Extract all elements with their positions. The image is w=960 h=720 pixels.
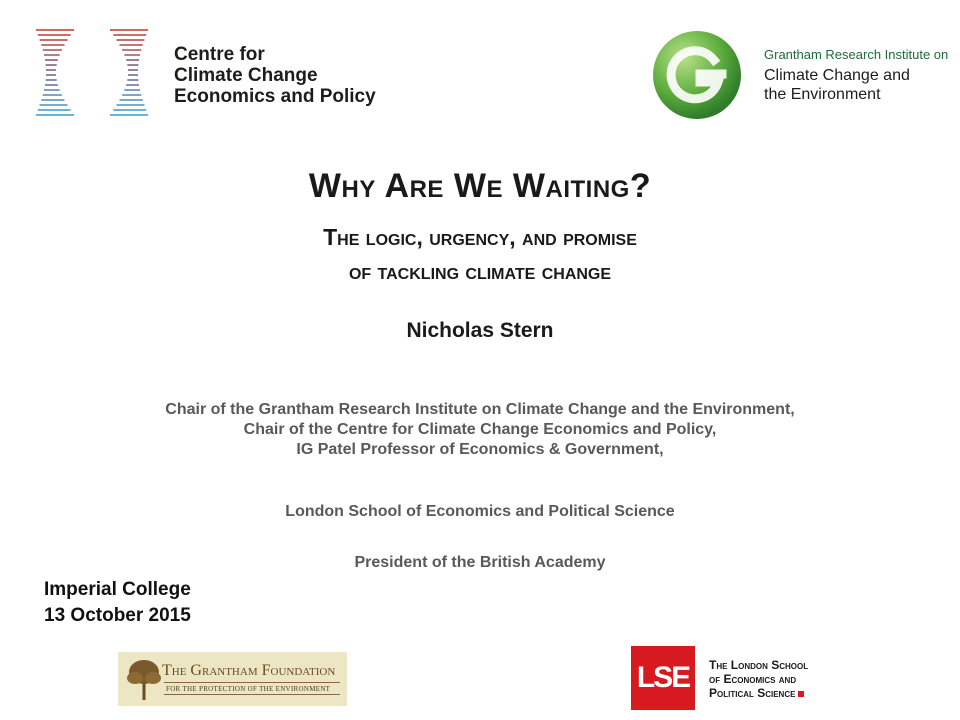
tree-icon	[124, 656, 164, 702]
gri-line-2: Climate Change and	[764, 67, 910, 84]
foundation-name: The Grantham Foundation	[162, 662, 336, 679]
venue: Imperial College	[44, 579, 191, 600]
author-role-1: Chair of the Grantham Research Institute on Climate Change and the Environment,	[165, 401, 795, 418]
grantham-foundation-logo	[118, 652, 347, 706]
cccep-line-3: Economics and Policy	[174, 86, 376, 107]
lse-logo-text	[709, 658, 808, 700]
gri-line-1: Grantham Research Institute on	[764, 47, 949, 62]
venue-date-block	[44, 577, 191, 629]
slide-subtitle-line-2: of tackling climate change	[348, 258, 612, 284]
cccep-logo-text	[174, 44, 376, 107]
slide-title: Why Are We Waiting?	[308, 167, 652, 205]
lse-box: LSE	[631, 646, 695, 710]
lse-logo	[631, 646, 821, 712]
slide-subtitle-line-1: The logic, urgency, and promise	[323, 224, 637, 250]
institution-line: London School of Economics and Political Science	[285, 503, 675, 520]
lse-square-icon	[798, 691, 804, 697]
gri-logo-text	[764, 66, 910, 104]
divider	[164, 694, 340, 695]
lse-line-1: The London School	[709, 658, 809, 672]
event-date: 13 October 2015	[44, 605, 191, 626]
author-role-2: Chair of the Centre for Climate Change Economics and Policy,	[243, 421, 717, 438]
cccep-line-2: Climate Change	[174, 65, 318, 86]
lse-line-3: Political Science	[709, 686, 808, 700]
grantham-g-icon	[652, 30, 742, 120]
foundation-tagline: FOR THE PROTECTION OF THE ENVIRONMENT	[166, 685, 331, 693]
author-role-3: IG Patel Professor of Economics & Government,	[296, 441, 664, 458]
divider	[164, 682, 340, 683]
author-name: Nicholas Stern	[406, 319, 554, 342]
grantham-institute-logo	[652, 30, 949, 124]
presidency-line: President of the British Academy	[354, 554, 606, 571]
cccep-line-1: Centre for	[174, 44, 265, 65]
cccep-logo	[32, 28, 376, 122]
gri-line-3: the Environment	[764, 86, 881, 103]
lse-line-2: of Economics and	[709, 672, 797, 686]
cccep-bracket-icon	[32, 28, 162, 122]
